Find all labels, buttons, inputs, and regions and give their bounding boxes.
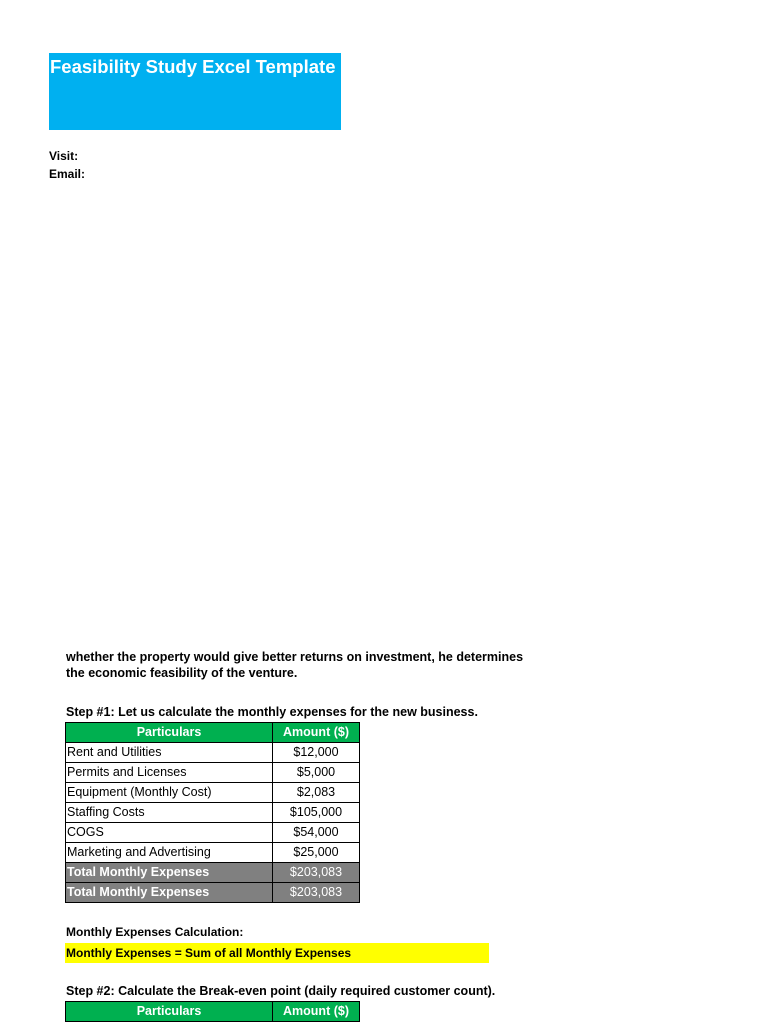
email-label: Email:	[49, 167, 86, 181]
amount-cell[interactable]: $54,000	[273, 823, 360, 843]
template-header-banner	[49, 53, 341, 181]
total-label-cell[interactable]: Total Monthly Expenses	[66, 883, 273, 903]
step1-heading: Step #1: Let us calculate the monthly expenses for the new business.	[66, 705, 478, 719]
amount-cell[interactable]: $12,000	[273, 743, 360, 763]
total-row	[66, 863, 360, 883]
column-header-particulars: Particulars	[66, 723, 273, 743]
intro-line-1: whether the property would give better returns on investment, he determines	[66, 650, 524, 664]
email-row	[49, 167, 199, 181]
total-amount-cell[interactable]: $203,083	[273, 863, 360, 883]
particular-cell[interactable]: Staffing Costs	[66, 803, 273, 823]
particular-cell[interactable]: Permits and Licenses	[66, 763, 273, 783]
email-link[interactable]: info@educba.com	[95, 167, 199, 181]
visit-label: Visit:	[49, 149, 79, 163]
table-row	[66, 783, 360, 803]
visit-link[interactable]: www.educba.com	[95, 149, 196, 163]
amount-cell[interactable]: $2,083	[273, 783, 360, 803]
particular-cell[interactable]: Marketing and Advertising	[66, 843, 273, 863]
monthly-expenses-table	[65, 722, 360, 903]
break-even-table	[65, 1001, 360, 1022]
column-header-amount: Amount ($)	[273, 1002, 360, 1022]
template-title: Feasibility Study Excel Template	[50, 56, 336, 77]
calc-heading: Monthly Expenses Calculation:	[66, 925, 244, 939]
table-row	[66, 763, 360, 783]
table-header-row	[66, 723, 360, 743]
column-header-particulars: Particulars	[66, 1002, 273, 1022]
particular-cell[interactable]: Equipment (Monthly Cost)	[66, 783, 273, 803]
visit-row	[49, 149, 196, 163]
table-header-row	[66, 1002, 360, 1022]
total-label-cell[interactable]: Total Monthly Expenses	[66, 863, 273, 883]
table-row	[66, 823, 360, 843]
column-header-amount: Amount ($)	[273, 723, 360, 743]
amount-cell[interactable]: $25,000	[273, 843, 360, 863]
particular-cell[interactable]: COGS	[66, 823, 273, 843]
amount-cell[interactable]: $5,000	[273, 763, 360, 783]
amount-cell[interactable]: $105,000	[273, 803, 360, 823]
total-amount-cell[interactable]: $203,083	[273, 883, 360, 903]
formula-highlight: Monthly Expenses = Sum of all Monthly Expenses	[65, 943, 489, 963]
intro-line-2: the economic feasibility of the venture.	[66, 666, 298, 680]
particular-cell[interactable]: Rent and Utilities	[66, 743, 273, 763]
table-row	[66, 843, 360, 863]
step2-heading: Step #2: Calculate the Break-even point (daily required customer count).	[66, 984, 496, 998]
table-row	[66, 803, 360, 823]
total-row	[66, 883, 360, 903]
table-row	[66, 743, 360, 763]
